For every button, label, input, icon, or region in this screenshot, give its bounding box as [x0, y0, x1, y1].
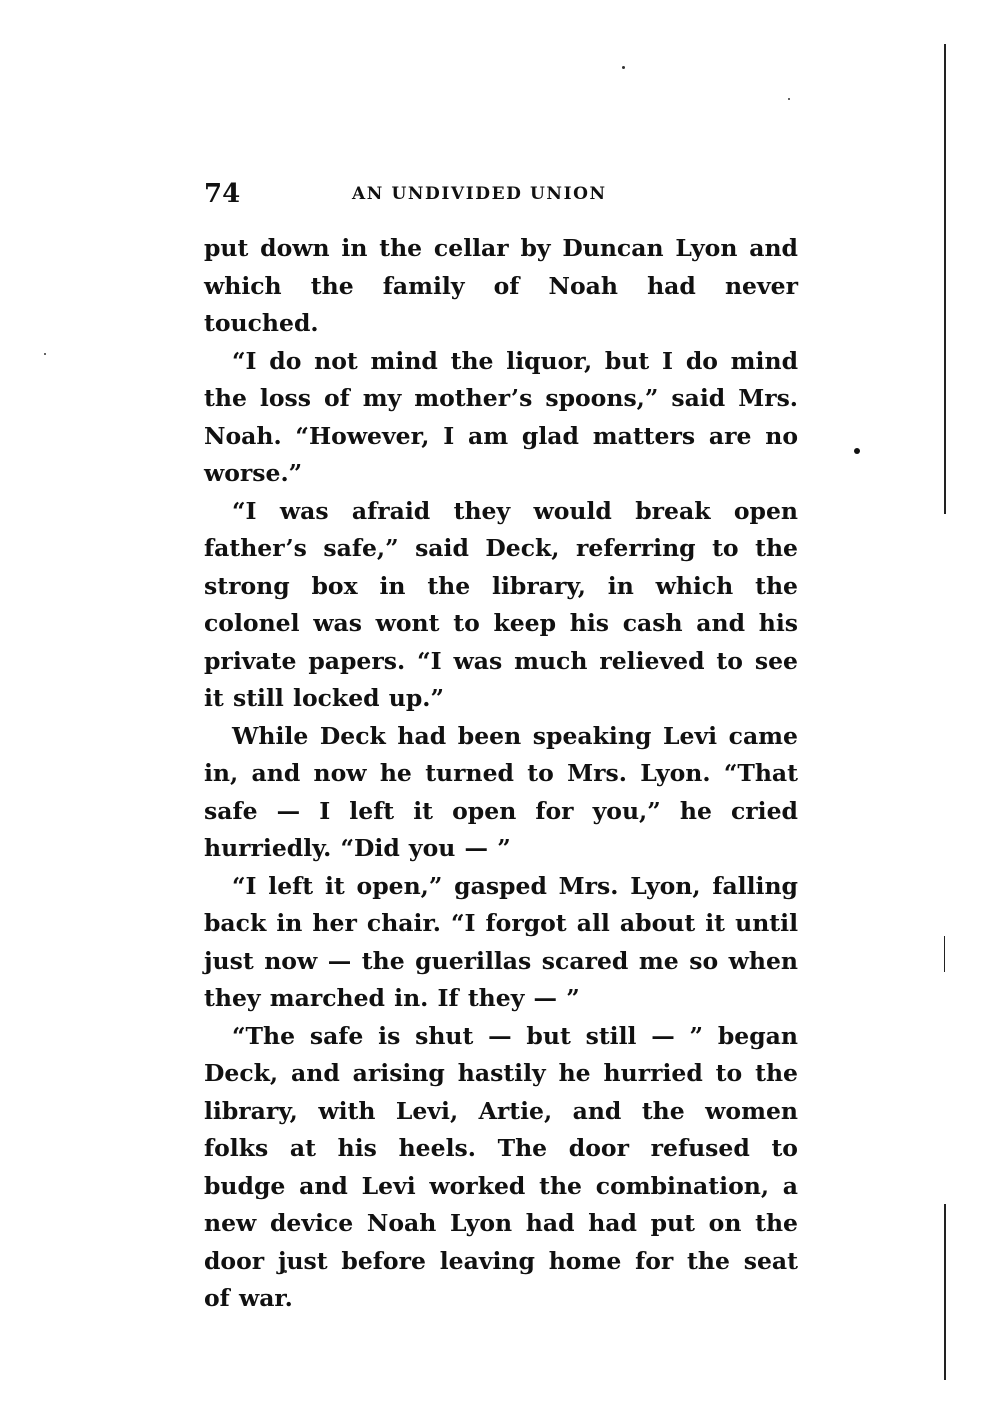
scan-edge-line-mid — [944, 936, 945, 972]
paragraph: “I was afraid they would break open father’s safe,” said Deck, referring to the strong box in the library, in which the colonel was wont to keep his cash and his private papers. “I was much relieved to see it still locked up.” — [204, 496, 798, 712]
paragraph: “I do not mind the liquor, but I do mind the loss of my mother’s spoons,” said Mrs. Noah. “However, I am glad matters are no worse.” — [204, 346, 798, 487]
paragraph: “The safe is shut — but still — ” began Deck, and arising hastily he hurried to the library, with Levi, Artie, and the women folks at his heels. The door refused to budge and Levi worked the combination, a new device Noah Lyon had had put on the door just before leaving home for the seat of war. — [204, 1021, 798, 1312]
running-title: AN UNDIVIDED UNION — [352, 184, 607, 204]
scan-edge-line-top — [944, 44, 946, 514]
paragraph: put down in the cellar by Duncan Lyon and which the family of Noah had never touched. — [204, 234, 798, 337]
page-number: 74 — [204, 179, 241, 209]
paragraph: While Deck had been speaking Levi came in, and now he turned to Mrs. Lyon. “That safe — I left it open for you,” he cried hurriedly. “Did you — ” — [204, 721, 798, 862]
paragraph: “I left it open,” gasped Mrs. Lyon, falling back in her chair. “I forgot all about it until just now — the guerillas scared me so when they marched in. If they — ” — [204, 871, 798, 1012]
scan-speck — [788, 98, 790, 100]
scan-speck-large — [854, 448, 860, 454]
scan-speck — [44, 353, 46, 355]
body-text — [204, 230, 798, 1318]
scan-speck — [622, 66, 625, 69]
page-header — [204, 174, 798, 214]
scan-edge-line-bottom — [944, 1204, 946, 1380]
